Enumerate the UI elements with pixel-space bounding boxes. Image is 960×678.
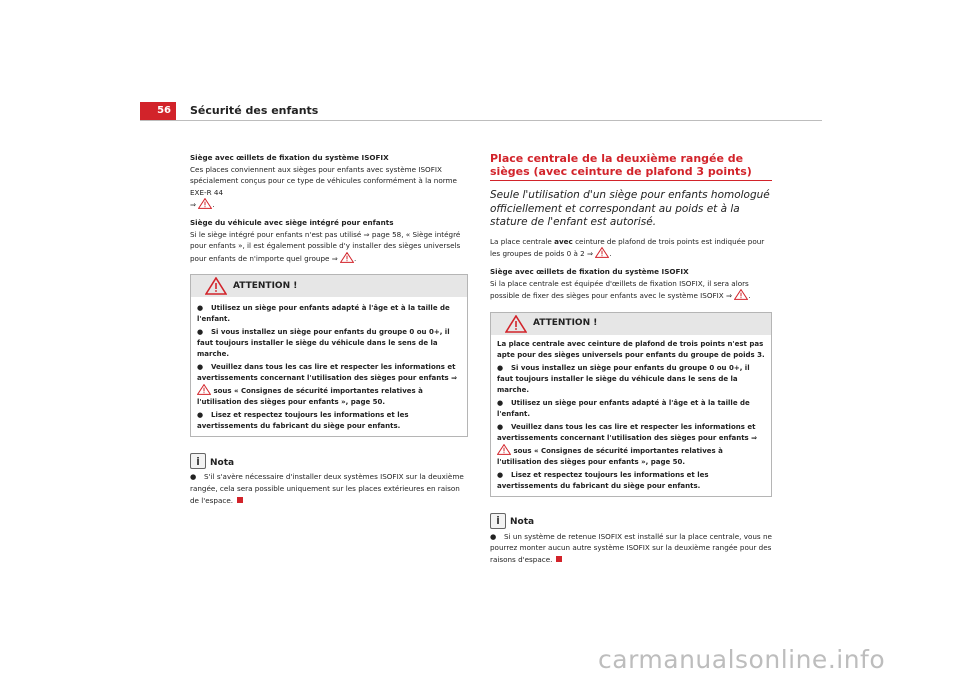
warning-item: ● Veuillez dans tous les cas lire et respecter les informations et avertissements concernant l'utilisation des sièges pour enfants ⇒ sous « Consignes de sécurité importantes relatives à l'utilisation des sièges pour enfants », page 50. bbox=[197, 363, 458, 407]
watermark-text: carmanualsonline.info bbox=[598, 645, 886, 674]
warning-item: ● Utilisez un siège pour enfants adapté à l'âge et à la taille de l'enfant. bbox=[497, 398, 750, 418]
arrow: ⇒ bbox=[190, 200, 197, 210]
info-icon: i bbox=[190, 453, 206, 469]
note-header bbox=[190, 451, 468, 469]
note-title: Nota bbox=[210, 457, 235, 468]
warning-body bbox=[191, 297, 467, 436]
paragraph-integrated-seat-text: Si le siège intégré pour enfants n'est pas utilisé ⇒ page 58, « Siège intégré pour enfants », il est également possible d'y installer des sièges universels pour enfants de n'importe quel groupe ⇒ bbox=[190, 229, 461, 263]
page-number: 56 bbox=[140, 102, 176, 120]
paragraph-isofix-text: Ces places conviennent aux sièges pour enfants avec système ISOFIX spécialement conçus pour ce type de véhicules conformément à la norme EXE-R 44 bbox=[190, 164, 457, 197]
note-block bbox=[190, 451, 468, 506]
warning-title: ATTENTION ! bbox=[533, 317, 598, 328]
warning-header bbox=[491, 313, 771, 335]
header-rule bbox=[140, 120, 822, 121]
warning-item: ● Si vous installez un siège pour enfants du groupe 0 ou 0+, il faut toujours installer le siège du véhicule dans le sens de la marche. bbox=[497, 363, 750, 394]
warning-box bbox=[190, 274, 468, 437]
warning-item: ● Lisez et respectez toujours les informations et les avertissements du fabricant du siège pour enfants. bbox=[197, 411, 409, 431]
warning-item: ● Lisez et respectez toujours les informations et les avertissements du fabricant du siège pour enfants. bbox=[497, 470, 709, 490]
warning-box bbox=[490, 312, 772, 497]
section-title-isofix: Siège avec œillets de fixation du système ISOFIX bbox=[490, 266, 689, 276]
paragraph-central-seat: La place centrale avec ceinture de plafond de trois points est indiquée pour les groupes de poids 0 à 2 ⇒ . bbox=[490, 236, 765, 259]
warning-triangle-icon[interactable] bbox=[497, 444, 511, 455]
warning-triangle-icon[interactable] bbox=[198, 198, 212, 209]
paragraph-isofix: Ces places conviennent aux sièges pour enfants avec système ISOFIX spécialement conçus pour ce type de véhicules conformément à la norme EXE-R 44 ⇒ . bbox=[190, 164, 457, 210]
note-text: ● S'il s'avère nécessaire d'installer deux systèmes ISOFIX sur la deuxième rangée, cela sera possible uniquement sur les places extérieures en raison de l'espace. bbox=[190, 472, 464, 505]
warning-triangle-icon[interactable] bbox=[340, 252, 354, 263]
left-column bbox=[190, 152, 468, 506]
warning-item: ● Utilisez un siège pour enfants adapté à l'âge et à la taille de l'enfant. bbox=[197, 304, 450, 324]
end-mark-icon bbox=[237, 497, 243, 503]
section-title-isofix: Siège avec œillets de fixation du système ISOFIX bbox=[190, 153, 389, 162]
warning-triangle-icon bbox=[505, 315, 527, 333]
section-intro: Seule l'utilisation d'un siège pour enfants homologué officiellement et correspondant au poids et à la stature de l'enfant est autorisé. bbox=[490, 189, 770, 229]
warning-lead: La place centrale avec ceinture de plafond de trois points n'est pas apte pour des sièges universels pour enfants du groupe de poids 3. bbox=[497, 339, 765, 359]
warning-header bbox=[191, 275, 467, 297]
warning-triangle-icon[interactable] bbox=[595, 247, 609, 258]
paragraph-integrated-seat: Si le siège intégré pour enfants n'est pas utilisé ⇒ page 58, « Siège intégré pour enfants », il est également possible d'y installer des sièges universels pour enfants de n'importe quel groupe ⇒ . bbox=[190, 229, 461, 263]
info-icon: i bbox=[490, 513, 506, 529]
warning-item: ● Si vous installez un siège pour enfants du groupe 0 ou 0+, il faut toujours installer le siège du véhicule dans le sens de la marche. bbox=[197, 328, 450, 359]
note-text: ● Si un système de retenue ISOFIX est installé sur la place centrale, vous ne pourrez monter aucun autre système ISOFIX sur la deuxième rangée pour des raisons d'espace. bbox=[490, 531, 772, 564]
chapter-title: Sécurité des enfants bbox=[190, 104, 319, 117]
note-block bbox=[490, 511, 772, 566]
warning-triangle-icon[interactable] bbox=[197, 384, 211, 395]
end-mark-icon bbox=[556, 556, 562, 562]
note-title: Nota bbox=[510, 517, 535, 528]
warning-triangle-icon[interactable] bbox=[734, 289, 748, 300]
section-title-integrated-seat: Siège du véhicule avec siège intégré pour enfants bbox=[190, 217, 394, 227]
right-column bbox=[490, 152, 772, 566]
warning-body bbox=[491, 335, 771, 496]
warning-triangle-icon bbox=[205, 277, 227, 295]
note-header bbox=[490, 511, 772, 529]
paragraph-isofix: Si la place centrale est équipée d'œillets de fixation ISOFIX, il sera alors possible de fixer des sièges pour enfants avec le système ISOFIX ⇒ . bbox=[490, 278, 751, 301]
warning-title: ATTENTION ! bbox=[233, 280, 298, 291]
section-heading: Place centrale de la deuxième rangée de sièges (avec ceinture de plafond 3 points) bbox=[490, 152, 772, 181]
warning-item: ● Veuillez dans tous les cas lire et respecter les informations et avertissements concernant l'utilisation des sièges pour enfants ⇒ sous « Consignes de sécurité importantes relatives à l'utilisation des sièges pour enfants », page 50. bbox=[497, 422, 758, 466]
